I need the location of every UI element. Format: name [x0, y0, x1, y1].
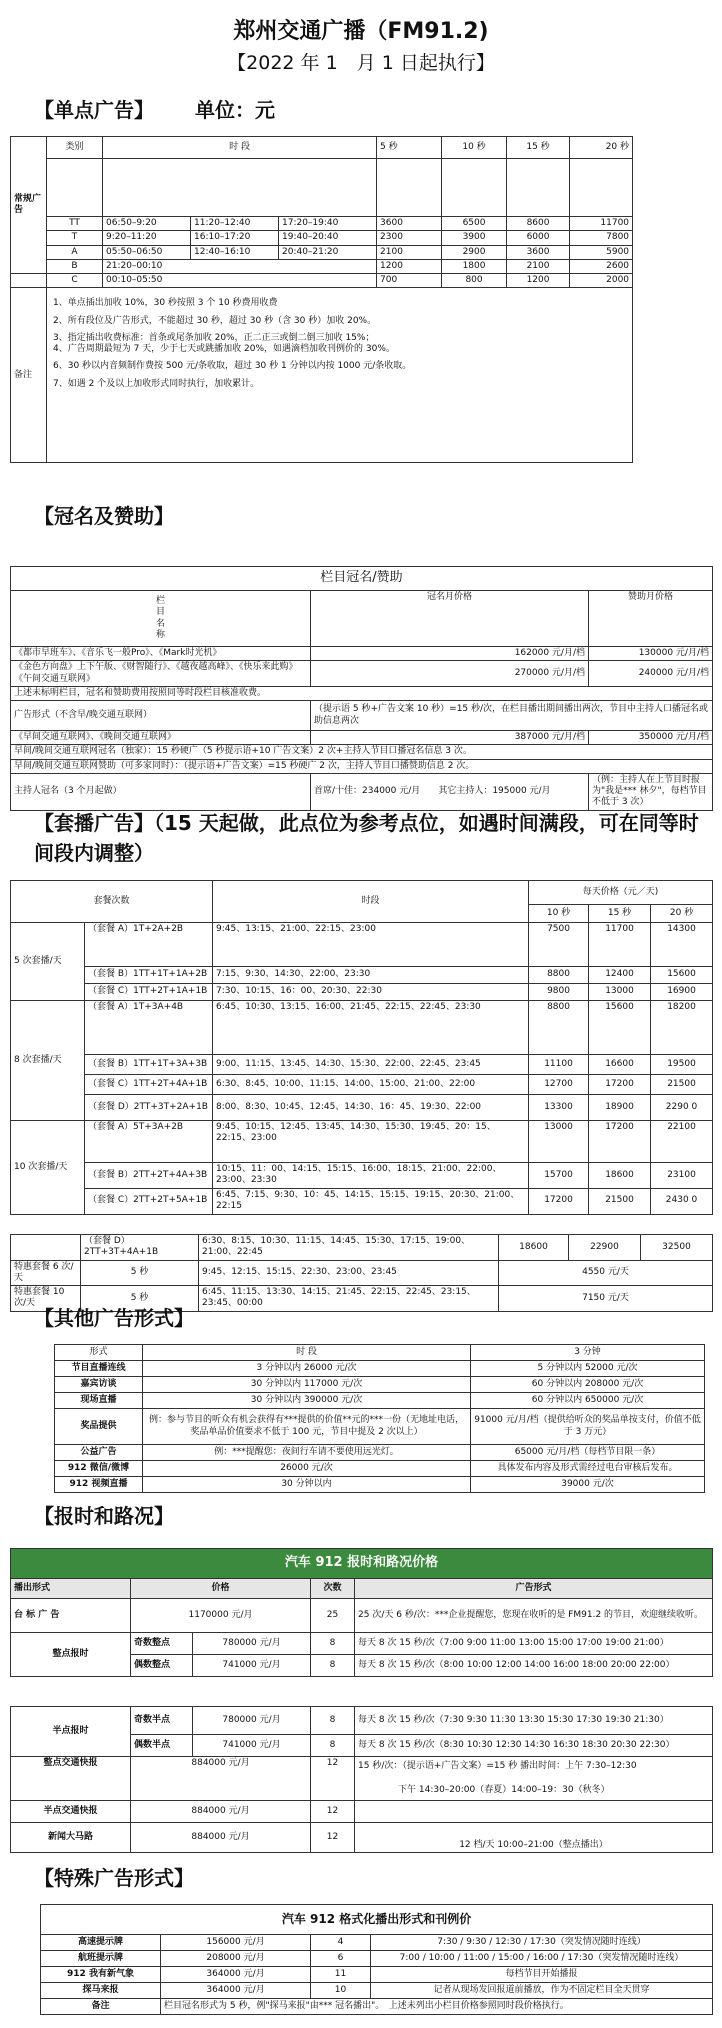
table-row: T 9:20–11:20 16:10–17:20 19:40–20:40 2300 3900 6000 7800 [11, 231, 633, 245]
table-row: 偶数整点 741000 元/月 8 每天 8 次 15 秒/次（8:00 10:00 12:00 14:00 16:00 18:00 20:00 22:00） [11, 1655, 713, 1677]
package-special-table [10, 1234, 712, 1312]
section-title: 【单点广告】 [34, 98, 154, 122]
half-hour-table [10, 1706, 712, 1853]
time-traffic-table: 汽车 912 报时和路况价格 播出形式 价格 次数 广告形式 台 标 广 告 1170000 元/月 25 25 次/天 6 秒/次：***企业提醒您，您现在收听的是 FM91.2 的节目，欢迎继续收听。 整点报时 奇数整点 780000 元/月 8 每天 8 次 15 秒/次（7:00 9:00 11:00 13:00 15:00 17:00 19:00 21:00） 偶数整点 741000 元/月 8 每天 8 次 15 秒/次（8:00 10:00 12:00 14:00 16:00 18:00 20:00 22:00） [10, 1548, 712, 1677]
table-row: 整点报时 奇数整点 780000 元/月 8 每天 8 次 15 秒/次（7:00 9:00 11:00 13:00 15:00 17:00 19:00 21:00） [11, 1633, 713, 1655]
table-title: 汽车 912 格式化播出形式和刊例价 [41, 1905, 713, 1935]
col-header: 10 秒 [442, 137, 507, 159]
table-row: （套餐 C）1TT+2T+1A+1B 7:30、10:15、16：00、20:30、22:30 9800 13000 16900 [11, 984, 713, 1001]
table-row: 节目直播连线 3 分钟以内 26000 元/次 5 分钟以内 52000 元/次 [55, 1361, 705, 1377]
table-row: 公益广告 例：***提醒您：夜间行车请不要使用远光灯。 65000 元/月/档（每档节目限一条） [55, 1445, 705, 1461]
table-row: 《早间交通互联网》、《晚间交通互联网》 387000 元/月/档 350000 元/月/档 [11, 731, 713, 745]
col-header: 类别 [47, 137, 103, 159]
table-row: 912 视频直播 30 分钟以内 39000 元/次 [55, 1477, 705, 1493]
table-row: 半点报时 奇数半点 780000 元/月 8 每天 8 次 15 秒/次（7:30 9:30 11:30 13:30 15:30 17:30 19:30 21:30） [11, 1707, 713, 1735]
col-header: 冠名月价格 [311, 591, 589, 647]
table-row: （套餐 D）2TT+3T+4A+1B 6:30、8:15、10:30、11:15、14:45、15:30、17:15、19:00、21:00、22:45 18600 22900 32500 [11, 1235, 713, 1261]
table-row: 《金色方向盘》上下午版、《财智随行》、《越夜越高峰》、《快乐来此购》《午间交通互联网》 270000 元/月/档 240000 元/月/档 [11, 661, 713, 687]
section-heading-other: 【其他广告形式】 [34, 1306, 194, 1330]
form-desc: （提示语 5 秒+广告文案 10 秒）=15 秒/次，在栏目播出期间播出两次，节目中主持人口播冠名或助信息两次 [311, 701, 713, 731]
section-heading-single [34, 94, 275, 123]
table-row: 偶数半点 741000 元/月 8 每天 8 次 15 秒/次（8:30 10:30 12:30 14:30 16:30 18:30 20:30 22:30） [11, 1735, 713, 1757]
desc: 早间/晚间交通互联网冠名（独家）：15 秒硬广（5 秒提示语+10 广告文案）2 次+主持人节目口播冠名信息 3 次。 [11, 745, 713, 759]
single-ad-table [10, 136, 632, 463]
table-row: 台 标 广 告 1170000 元/月 25 25 次/天 6 秒/次：***企业提醒您，您现在收听的是 FM91.2 的节目，欢迎继续收听。 [11, 1599, 713, 1633]
section-heading-sponsor: 【冠名及赞助】 [34, 504, 174, 528]
table-row: 特惠套餐 6 次/天 5 秒 9:45、12:15、15:15、22:30、23:00、23:45 4550 元/天 [11, 1260, 713, 1286]
table-row: 航班提示牌 208000 元/月 6 7:00 / 10:00 / 11:00 / 15:00 / 16:00 / 17:30（突发情况随时连线） [41, 1951, 713, 1967]
package-table: 套餐次数 时段 每天价格（元／天) 10 秒 15 秒 20 秒 5 次套播/天 （套餐 A）1T+2A+2B 9:45、13:15、21:00、22:15、23:00 7500 11700 14300 （套餐 B）1TT+1T+1A+2B 7:15、9:30、14:30、22:00、23:30 8800 12400 15600 （套餐 C）1TT+2T+1A+1B 7:30、10:15、16：00、20:30、22:30 9800 13000 16900 8 次套播/天 （套餐 A）1T+3A+4B 6:45、10:30、13:15、16:00、21:45、22:15、22:45、23:30 8800 15600 18200 （套餐 B）1TT+1T+3A+3B 9:00、11:15、13:45、14:30、15:30、22:00、22:45、23:45 11100 16600 19500 （套餐 C）1TT+2T+4A+1B 6:30、8:45、10:00、11:15、14:00、15:00、21:00、22:00 12700 17200 21500 （套餐 D）2TT+3T+2A+1B 8:00、8:30、10:45、12:45、14:30、16：45、19:30、22:00 13300 18900 2290 0 10 次套播/天 （套餐 A）5T+3A+2B 9:45、10:15、12:45、13:45、14:30、15:30、19:45、20：15、22:15、23:00 13000 17200 22100 （套餐 B）2TT+2T+4A+3B 10:15、11：00、14:15、15:15、16:00、18:15、21:00、22:00、23:00、23:30 15700 18600 23100 （套餐 C）2TT+2T+5A+1B 6:45、7:15、9:30、10：45、14:15、15:15、19:15、20:30、21:00、22:15 17200 21500 2430 0 [10, 880, 712, 1215]
host-example: （例：主持人在上节目时报为"我是*** 林夕"，每档节目不低于 3 次） [589, 773, 713, 810]
table-row: A 05:50–06:50 12:40–16:10 20:40–21:20 2100 2900 3600 5900 [11, 245, 633, 259]
traffic-desc: 15 秒/次：（提示语+广告文案）=15 秒 播出时间：上午 7:30–12:30 下午 14:30–20:00（春夏）14:00–19：30（秋冬） [355, 1757, 713, 1801]
table-row: 整点交通快报 884000 元/月 12 15 秒/次：（提示语+广告文案）=15 秒 播出时间：上午 7:30–12:30 下午 14:30–20:00（春夏）14:00–19：30（秋冬） [11, 1757, 713, 1801]
note: 6、30 秒以内音频制作费按 500 元/条收取，超过 30 秒 1 分钟以内按 1000 元/条收取。 [53, 361, 412, 372]
table-row: 现场直播 30 分钟以内 390000 元/次 60 分钟以内 650000 元/次 [55, 1393, 705, 1409]
table-row: 912 我有新气象 364000 元/月 11 每档节目开始播报 [41, 1967, 713, 1983]
form-label: 广告形式（不含早/晚交通互联网） [11, 701, 311, 731]
col-header: 15 秒 [507, 137, 570, 159]
table-row: 5 次套播/天 （套餐 A）1T+2A+2B 9:45、13:15、21:00、22:15、23:00 7500 11700 14300 [11, 923, 713, 967]
table-row: （套餐 C）2TT+2T+5A+1B 6:45、7:15、9:30、10：45、14:15、15:15、19:15、20:30、21:00、22:15 17200 21500 2430 0 [11, 1188, 713, 1214]
table-row: （套餐 B）2TT+2T+4A+3B 10:15、11：00、14:15、15:15、16:00、18:15、21:00、22:00、23:00、23:30 15700 18600 23100 [11, 1163, 713, 1189]
table-row: 高速提示牌 156000 元/月 4 7:30 / 9:30 / 12:30 / 17:30（突发情况随时连线） [41, 1935, 713, 1951]
section-heading-special: 【特殊广告形式】 [34, 1866, 194, 1890]
table-row: （套餐 C）1TT+2T+4A+1B 6:30、8:45、10:00、11:15、14:00、15:00、21:00、22:00 12700 17200 21500 [11, 1075, 713, 1095]
col-header: 5 秒 [377, 137, 442, 159]
section-heading-package: 【套播广告】（15 天起做，此点位为参考点位，如遇时间满段，可在同等时间段内调整） [34, 811, 699, 865]
table-row: 《都市早班车》、《音乐飞一般Pro》、《Mark时光机》 162000 元/月/档 130000 元/月/档 [11, 647, 713, 661]
col-header: 赞助月价格 [589, 591, 713, 647]
table-row: 8 次套播/天 （套餐 A）1T+3A+4B 6:45、10:30、13:15、16:00、21:45、22:15、22:45、23:30 8800 15600 18200 [11, 1001, 713, 1055]
col-header: 套餐次数 [11, 881, 213, 923]
col-header: 20 秒 [570, 137, 633, 159]
table-row: （套餐 B）1TT+1T+1A+2B 7:15、9:30、14:30、22:00、23:30 8800 12400 15600 [11, 967, 713, 984]
host-prices: 首席/十佳：234000 元/月 其它主持人：195000 元/月 [311, 773, 589, 810]
table-row: 912 微信/微博 26000 元/次 具体发布内容及形式需经过电台审核后发布。 [55, 1461, 705, 1477]
note: 7、如遇 2 个及以上加收形式同时执行，加收累计。 [53, 378, 260, 389]
table-row: （套餐 D）2TT+3T+2A+1B 8:00、8:30、10:45、12:45、14:30、16：45、19:30、22:00 13300 18900 2290 0 [11, 1095, 713, 1121]
note: 上述未标明栏目，冠名和赞助费用按照同等时段栏目核准收费。 [11, 686, 713, 700]
table-row: 半点交通快报 884000 元/月 12 [11, 1801, 713, 1823]
table-row: 特惠套餐 10 次/天 5 秒 6:45、11:15、13:30、14:15、21:45、22:15、22:45、23:15、23:45、00:00 7150 元/天 [11, 1286, 713, 1312]
note: 栏目冠名形式为 5 秒，例"探马来报"由*** 冠名播出"。 上述未列出小栏目价格参照同时段价格执行。 [161, 1999, 713, 2015]
unit-label: 单位：元 [194, 98, 275, 122]
table-row: （套餐 B）1TT+1T+3A+3B 9:00、11:15、13:45、14:30、15:30、22:00、22:45、23:45 11100 16600 19500 [11, 1055, 713, 1075]
notes-label: 备注 [41, 1999, 161, 2015]
table-title: 汽车 912 报时和路况价格 [11, 1549, 713, 1579]
host-label: 主持人冠名（3 个月起做） [11, 773, 311, 810]
table-row: 探马来报 364000 元/月 10 记者从现场发回报道前播放，作为不固定栏目全天贯穿 [41, 1983, 713, 1999]
side-label: 常规广告 [11, 137, 47, 274]
notes-list [47, 288, 633, 463]
note: 1、单点插出加收 10%，30 秒按照 3 个 10 秒费用收费 [53, 298, 278, 309]
other-forms-table: 形式 时 段 3 分钟 节目直播连线 3 分钟以内 26000 元/次 5 分钟以内 52000 元/次 嘉宾访谈 30 分钟以内 117000 元/次 60 分钟以内 208000 元/次 现场直播 30 分钟以内 390000 元/次 60 分钟以内 650000 元/次 奖品提供 例：参与节目的听众有机会获得有***提供的价值**元的***一份（无地址电话，奖品单品价值要求不低于 100 元，节目中提及 2 次以上） 91000 元/月/档（提供给听众的奖品单按支付，价值不低于 3 万元） 公益广告 例：***提醒您：夜间行车请不要使用远光灯。 65000 元/月/档（每档节目限一条） 912 微信/微博 26000 元/次 具体发布内容及形式需经过电台审核后发布。 912 视频直播 30 分钟以内 39000 元/次 [54, 1344, 704, 1493]
note: 4、广告周期最短为 7 天，少于七天或跳播加收 20%，如遇滴档加收刊例价的 30%。 [53, 344, 395, 354]
table-row: 新闻大马路 884000 元/月 12 12 档/天 10:00–21:00（整点播出） [11, 1823, 713, 1853]
page-subtitle: 【2022 年 1 月 1 日起执行】 [227, 52, 495, 74]
section-heading-time-traffic: 【报时和路况】 [34, 1504, 174, 1528]
col-header: 时段 [213, 881, 529, 923]
sponsor-table [10, 566, 712, 811]
desc: 早间/晚间交通互联网赞助（可多家同时）：（提示语+广告文案）=15 秒硬广 2 次，主持人节目口播赞助信息 2 次。 [11, 759, 713, 773]
special-forms-table [40, 1904, 712, 2015]
col-header: 每天价格（元／天) [529, 881, 713, 905]
col-header: 时 段 [103, 137, 377, 159]
col-header: 栏目名称 [11, 591, 311, 647]
page-title: 郑州交通广播（FM91.2) [233, 19, 489, 44]
table-row: 10 次套播/天 （套餐 A）5T+3A+2B 9:45、10:15、12:45、13:45、14:30、15:30、19:45、20：15、22:15、23:00 13000 17200 22100 [11, 1121, 713, 1163]
table-row: 嘉宾访谈 30 分钟以内 117000 元/次 60 分钟以内 208000 元/次 [55, 1377, 705, 1393]
note: 2、所有段位及广告形式，不能超过 30 秒，超过 30 秒（含 30 秒）加收 20%。 [53, 315, 377, 326]
table-row: C 00:10–05:50 700 800 1200 2000 [11, 274, 633, 288]
notes-label: 备注 [11, 288, 47, 463]
table-title: 栏目冠名/赞助 [11, 567, 713, 591]
table-row: TT 06:50–9:20 11:20–12:40 17:20–19:40 3600 6500 8600 11700 [11, 217, 633, 231]
table-row: B 21:20–00:10 1200 1800 2100 2600 [11, 259, 633, 273]
table-row: 奖品提供 例：参与节目的听众有机会获得有***提供的价值**元的***一份（无地址电话，奖品单品价值要求不低于 100 元，节目中提及 2 次以上） 91000 元/月/档（提供给听众的奖品单按支付，价值不低于 3 万元） [55, 1409, 705, 1445]
note: 3、指定插出收费标准：首条或尾条加收 20%，正二正三或倒二倒三加收 15%； [53, 332, 375, 343]
